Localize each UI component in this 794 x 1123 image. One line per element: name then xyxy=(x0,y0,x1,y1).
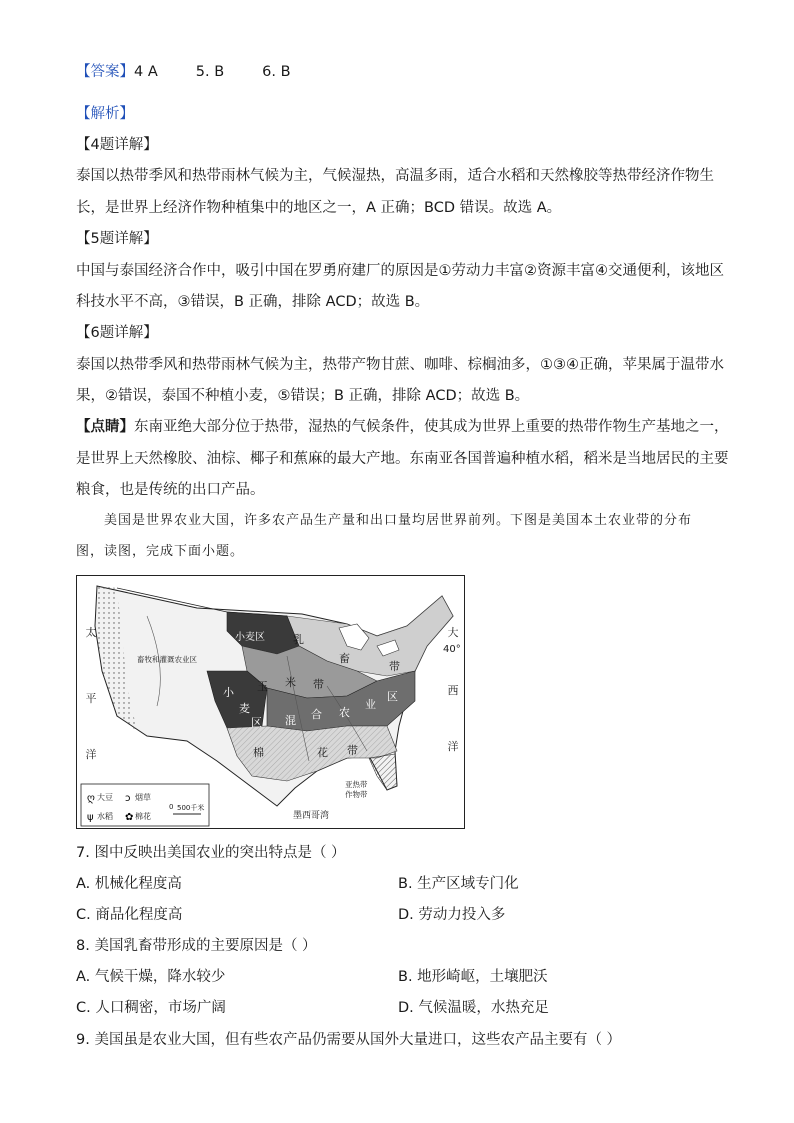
mixed-3: 农 xyxy=(339,706,350,719)
cotton-2: 花 xyxy=(317,746,328,759)
answer-5: 5. B xyxy=(195,64,225,80)
q6-heading: 【6题详解】 xyxy=(76,325,158,341)
intro-line1: 美国是世界农业大国，许多农产品生产量和出口量均居世界前列。下图是美国本土农业带的分布 xyxy=(104,513,693,528)
note-line1 xyxy=(76,417,729,437)
legend-rice: 水稻 xyxy=(97,812,113,821)
q7-option-b: B. 生产区域专门化 xyxy=(398,876,519,892)
wheat-south-2: 麦 xyxy=(239,702,250,715)
pacific-3: 洋 xyxy=(85,748,97,761)
q4-line2: 长，是世界上经济作物种植集中的地区之一，A 正确；BCD 错误。故选 A。 xyxy=(76,200,562,216)
atlantic-3: 洋 xyxy=(447,740,459,753)
answer-4: 4 A xyxy=(134,64,158,80)
legend-cotton: 棉花 xyxy=(135,812,151,821)
corn-2: 米 xyxy=(285,676,296,689)
cotton-3: 带 xyxy=(347,744,358,757)
answer-tag: 【答案】 xyxy=(76,64,134,80)
note-tag: 【点睛】 xyxy=(76,419,134,435)
legend-tobacco-icon: ↄ xyxy=(125,793,131,804)
q5-line1: 中国与泰国经济合作中，吸引中国在罗勇府建厂的原因是①劳动力丰富②资源丰富④交通便利，该地区 xyxy=(76,263,724,279)
q7-option-a: A. 机械化程度高 xyxy=(76,876,182,892)
q6-line1: 泰国以热带季风和热带雨林气候为主，热带产物甘蔗、咖啡、棕榈油多，①③④正确，苹果属于温带水 xyxy=(76,357,724,373)
answer-line xyxy=(76,62,291,82)
mixed-1: 混 xyxy=(285,714,296,727)
mixed-2: 合 xyxy=(311,708,322,721)
legend-tobacco: 烟草 xyxy=(135,793,151,802)
legend-cotton-icon: ✿ xyxy=(125,812,134,823)
note-text1: 东南亚绝大部分位于热带，湿热的气候条件，使其成为世界上重要的热带作物生产基地之一， xyxy=(134,419,729,435)
scale-label: 500千米 xyxy=(177,804,205,812)
q8-option-d: D. 气候温暖，水热充足 xyxy=(398,1000,549,1016)
dairy-2: 畜 xyxy=(339,652,350,665)
q8-stem: 8. 美国乳畜带形成的主要原因是（ ） xyxy=(76,938,317,954)
dairy-1: 乳 xyxy=(293,633,304,646)
wheat-south-1: 小 xyxy=(223,686,234,699)
dairy-3: 带 xyxy=(389,660,400,673)
wheat-north-label: 小麦区 xyxy=(235,632,265,643)
ranching-label: 畜牧和灌溉农业区 xyxy=(137,655,197,664)
pacific-2: 平 xyxy=(85,692,97,705)
intro-line2: 图，读图，完成下面小题。 xyxy=(76,544,245,559)
answer-6: 6. B xyxy=(262,64,291,80)
q8-option-b: B. 地形崎岖，土壤肥沃 xyxy=(398,969,548,985)
q6-line2: 果，②错误，泰国不种植小麦，⑤错误；B 正确，排除 ACD；故选 B。 xyxy=(76,388,530,404)
q7-option-c: C. 商品化程度高 xyxy=(76,907,183,923)
subtropical-1: 亚热带 xyxy=(345,780,368,789)
q9-stem: 9. 美国虽是农业大国，但有些农产品仍需要从国外大量进口，这些农产品主要有（ ） xyxy=(76,1032,622,1048)
subtropical-2: 作物带 xyxy=(345,790,368,799)
q7-option-d: D. 劳动力投入多 xyxy=(398,907,506,923)
q7-stem: 7. 图中反映出美国农业的突出特点是（ ） xyxy=(76,845,346,861)
q4-line1: 泰国以热带季风和热带雨林气候为主，气候湿热，高温多雨，适合水稻和天然橡胶等热带经济作物生 xyxy=(76,168,714,184)
analysis-label: 【解析】 xyxy=(76,106,134,122)
corn-3: 带 xyxy=(313,678,324,691)
subtropical-belt xyxy=(369,754,397,790)
q4-heading: 【4题详解】 xyxy=(76,137,158,153)
legend-soybean: 大豆 xyxy=(97,793,113,802)
mixed-5: 区 xyxy=(387,690,398,703)
pacific-1: 太 xyxy=(85,626,97,639)
note-line3: 粮食，也是传统的出口产品。 xyxy=(76,482,265,498)
q8-option-a: A. 气候干燥，降水较少 xyxy=(76,969,226,985)
scale-zero: 0 xyxy=(169,803,174,811)
us-agriculture-map xyxy=(76,575,465,829)
wheat-south-3: 区 xyxy=(251,716,262,729)
mixed-4: 业 xyxy=(365,698,376,711)
latitude-label: 40° xyxy=(443,644,461,655)
note-line2: 是世界上天然橡胶、油棕、椰子和蕉麻的最大产地。东南亚各国普遍种植水稻，稻米是当地居民的主要 xyxy=(76,451,729,467)
cotton-1: 棉 xyxy=(253,746,264,759)
q8-option-c: C. 人口稠密，市场广阔 xyxy=(76,1000,226,1016)
legend-rice-icon: ψ xyxy=(87,812,94,823)
gulf-label: 墨西哥湾 xyxy=(293,811,330,821)
legend-soybean-icon: ღ xyxy=(87,793,95,804)
atlantic-1: 大 xyxy=(447,626,459,639)
q5-heading: 【5题详解】 xyxy=(76,231,158,247)
atlantic-2: 西 xyxy=(447,684,459,697)
q5-line2: 科技水平不高，③错误，B 正确，排除 ACD；故选 B。 xyxy=(76,294,430,310)
corn-1: 玉 xyxy=(257,680,268,693)
